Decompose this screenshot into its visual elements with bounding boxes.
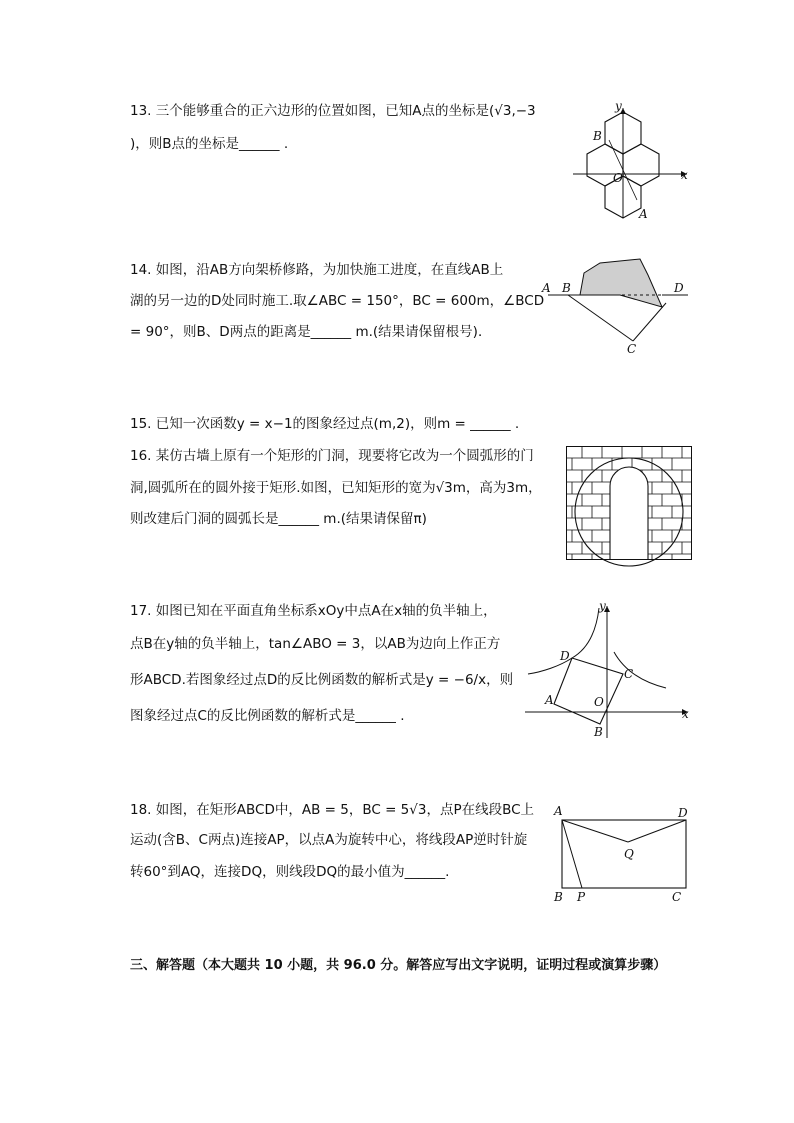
label-P: P xyxy=(577,890,586,904)
q17-line1: 17. 如图已知在平面直角坐标系xOy中点A在x轴的负半轴上， xyxy=(130,603,497,619)
label-O: O xyxy=(594,695,604,709)
section-3-title: 三、解答题（本大题共 10 小题，共 96.0 分。解答应写出文字说明，证明过程或演算步骤） xyxy=(130,958,667,973)
q13-hexagon-figure xyxy=(565,100,695,225)
label-C: C xyxy=(672,890,682,904)
segment-BC xyxy=(568,295,633,341)
label-B: B xyxy=(562,281,571,295)
label-x: x xyxy=(681,168,688,182)
label-B: B xyxy=(554,890,563,904)
label-A: A xyxy=(554,804,563,818)
label-O: O xyxy=(613,171,623,185)
q14-line2: 湖的另一边的D处同时施工.取∠ABC = 150°，BC = 600m，∠BCD xyxy=(130,293,545,309)
hexagon-right xyxy=(623,144,659,186)
q14-line3: = 90°，则B、D两点的距离是______ m.(结果请保留根号)． xyxy=(130,324,492,340)
q17-line2: 点B在y轴的负半轴上，tan∠ABO = 3，以AB为边向上作正方 xyxy=(130,636,501,652)
segment-AP xyxy=(562,820,582,888)
label-D: D xyxy=(560,649,570,663)
q16-brick-wall-figure xyxy=(566,446,692,560)
label-Q: Q xyxy=(624,847,634,861)
label-A: A xyxy=(545,693,554,707)
curve-through-C xyxy=(614,652,666,688)
q16-line3: 则改建后门洞的圆弧长是______ m.(结果请保留π) xyxy=(130,511,427,527)
label-A: A xyxy=(542,281,551,295)
label-y: y xyxy=(599,599,606,613)
label-C: C xyxy=(624,667,634,681)
lake-shape xyxy=(580,259,662,307)
q17-line4: 图象经过点C的反比例函数的解析式是______ . xyxy=(130,708,405,724)
q13-line1: 13. 三个能够重合的正六边形的位置如图，已知A点的坐标是(√3,−3 xyxy=(130,103,536,119)
q16-line2: 洞,圆弧所在的圆外接于矩形.如图，已知矩形的宽为√3m，高为3m， xyxy=(130,480,542,496)
label-C: C xyxy=(627,342,637,356)
label-B: B xyxy=(594,725,603,739)
q18-line1: 18. 如图，在矩形ABCD中，AB = 5，BC = 5√3，点P在线段BC上 xyxy=(130,802,535,818)
q14-bridge-figure xyxy=(540,255,690,355)
q18-rectangle-figure xyxy=(548,802,698,907)
label-D: D xyxy=(674,281,684,295)
label-D: D xyxy=(678,806,688,820)
q13-line2: )，则B点的坐标是______ . xyxy=(130,136,289,152)
q16-line1: 16. 某仿古墙上原有一个矩形的门洞，现要将它改为一个圆弧形的门 xyxy=(130,448,534,464)
q14-line1: 14. 如图，沿AB方向架桥修路，为加快施工进度，在直线AB上 xyxy=(130,262,504,278)
label-y: y xyxy=(615,99,622,113)
segment-CD xyxy=(633,303,666,341)
q18-line3: 转60°到AQ，连接DQ，则线段DQ的最小值为______. xyxy=(130,864,450,880)
q17-line3: 形ABCD.若图象经过点D的反比例函数的解析式是y = −6/x，则 xyxy=(130,672,514,688)
segment-DQ xyxy=(628,820,686,842)
segment-AQ xyxy=(562,820,628,842)
q18-line2: 运动(含B、C两点)连接AP，以点A为旋转中心，将线段AP逆时针旋 xyxy=(130,832,528,848)
q15-line1: 15. 已知一次函数y = x−1的图象经过点(m,2)，则m = ______ . xyxy=(130,416,520,432)
door-opening xyxy=(610,467,648,560)
q17-coordinate-figure xyxy=(520,600,695,740)
label-B: B xyxy=(593,129,602,143)
square-ABCD xyxy=(554,658,623,724)
label-A: A xyxy=(639,207,648,221)
label-x: x xyxy=(682,707,689,721)
curve-through-D xyxy=(528,608,599,674)
